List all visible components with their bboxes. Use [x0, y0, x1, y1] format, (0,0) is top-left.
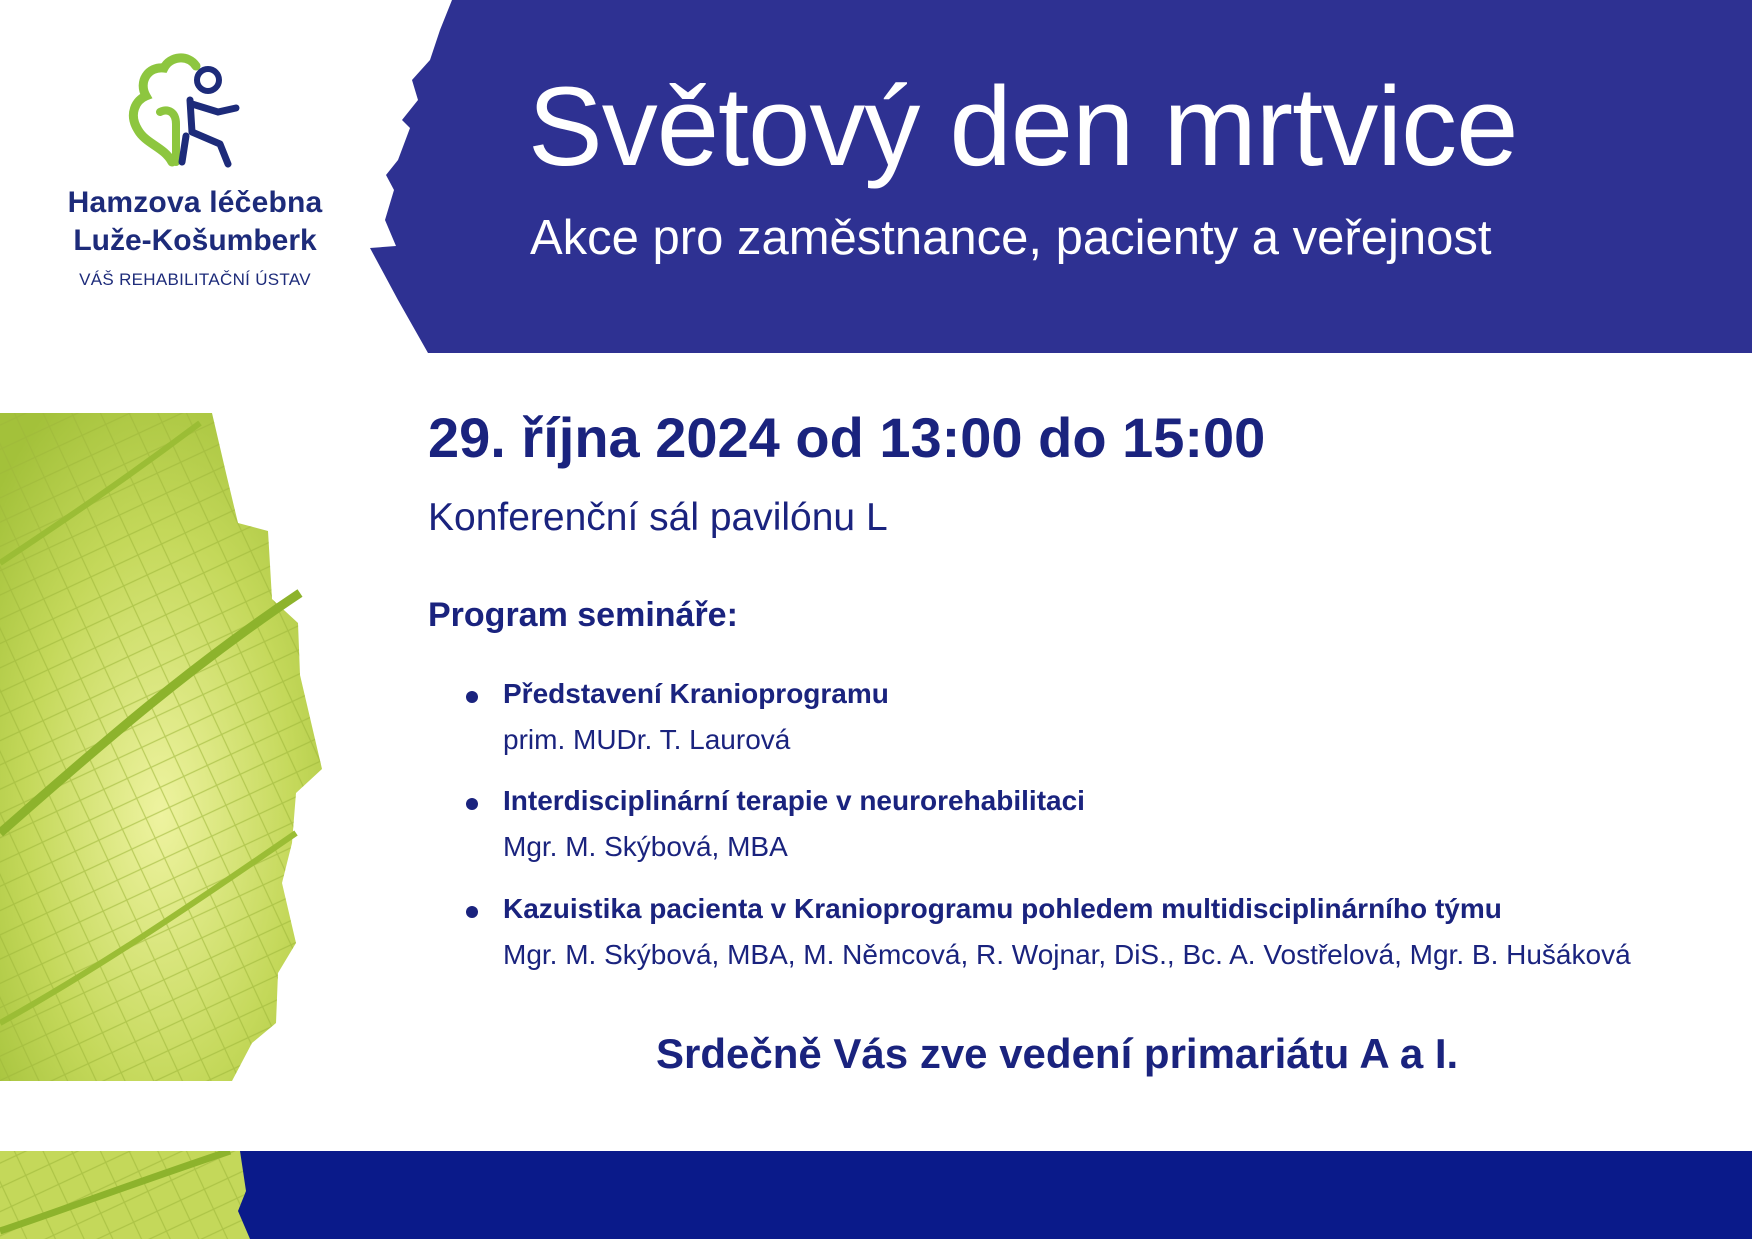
program-item-title: Interdisciplinární terapie v neurorehabilitaci — [503, 785, 1085, 816]
program-item-title: Představení Kranioprogramu — [503, 678, 889, 709]
logo-icon — [124, 52, 244, 172]
event-date-time: 29. října 2024 od 13:00 do 15:00 — [428, 406, 1266, 469]
program-item-speakers: Mgr. M. Skýbová, MBA — [503, 831, 788, 862]
footer-banner — [0, 1151, 1752, 1239]
program-item-speakers: Mgr. M. Skýbová, MBA, M. Němcová, R. Wojnar, DiS., Bc. A. Vostřelová, Mgr. B. Hušáková — [503, 939, 1631, 970]
page-subtitle: Akce pro zaměstnance, pacienty a veřejnost — [530, 211, 1492, 265]
logo-name-line2: Luže-Košumberk — [73, 224, 317, 257]
bullet-icon — [466, 906, 478, 918]
event-venue: Konferenční sál pavilónu L — [428, 496, 888, 539]
logo-name-line1: Hamzova léčebna — [67, 186, 323, 219]
program-item-title: Kazuistika pacienta v Kranioprogramu pohledem multidisciplinárního týmu — [503, 893, 1502, 924]
page-title: Světový den mrtvice — [528, 64, 1518, 189]
program-heading: Program semináře: — [428, 596, 738, 634]
logo-tagline: VÁŠ REHABILITAČNÍ ÚSTAV — [79, 270, 311, 289]
leaf-decoration — [0, 413, 330, 1081]
bullet-icon — [466, 691, 478, 703]
invitation-text: Srdečně Vás zve vedení primariátu A a I. — [656, 1030, 1459, 1077]
bullet-icon — [466, 798, 478, 810]
program-item-speakers: prim. MUDr. T. Laurová — [503, 724, 791, 755]
